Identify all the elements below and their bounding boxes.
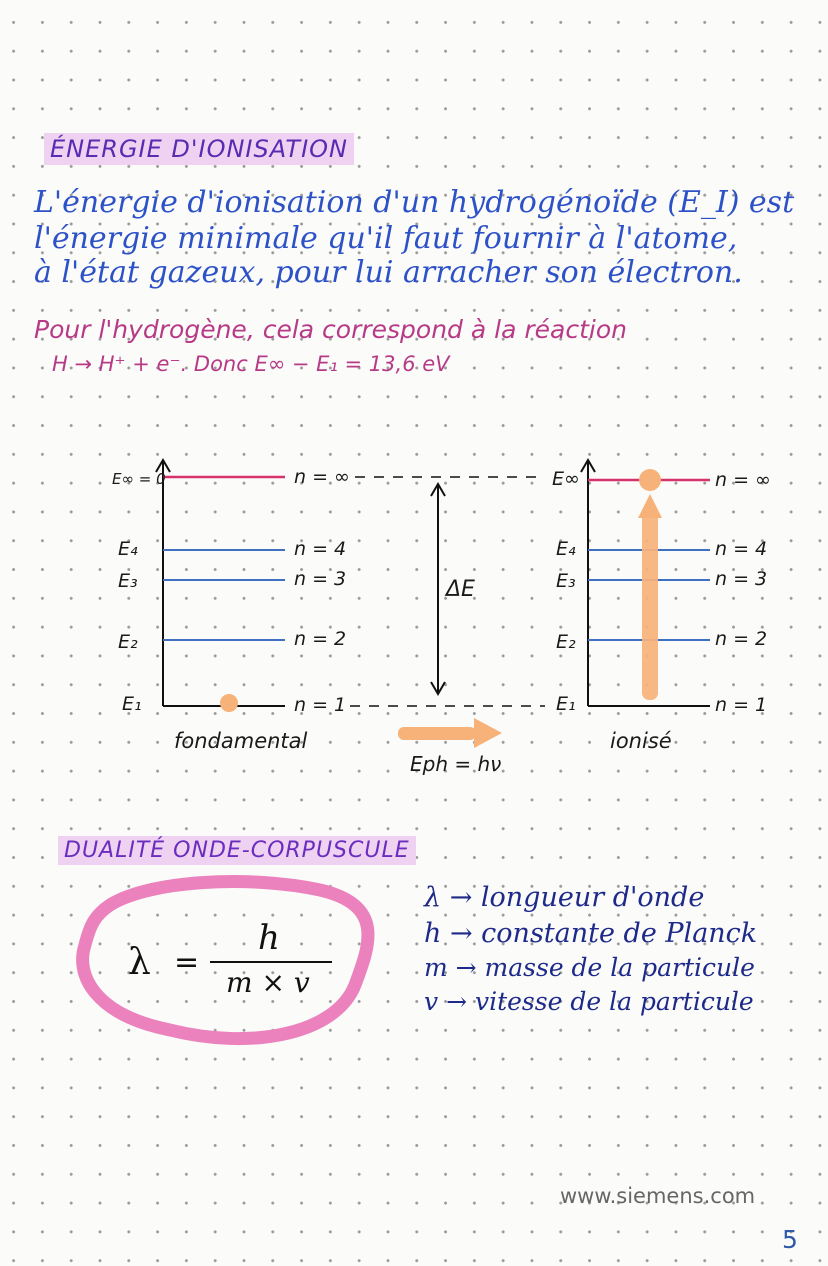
formula-denominator: m × v — [226, 966, 310, 999]
footer-url: www.siemens.com — [560, 1184, 756, 1208]
legend-m: m → masse de la particule — [424, 953, 755, 982]
definition-line-1: L'énergie d'ionisation d'un hydrogénoïde (E_I) est — [34, 185, 795, 220]
left-n-4: n = 4 — [294, 538, 347, 560]
hydrogen-line-1: Pour l'hydrogène, cela correspond à la réaction — [34, 315, 627, 344]
section-title-ionisation: ÉNERGIE D'IONISATION — [44, 133, 354, 165]
left-label-e4: E₄ — [118, 538, 138, 560]
right-n-3: n = 3 — [715, 568, 768, 590]
right-n-inf: n = ∞ — [715, 469, 771, 491]
legend-lambda: λ → longueur d'onde — [424, 882, 705, 913]
electron-excitation-path — [642, 510, 658, 700]
formula-highlight-blob — [83, 882, 368, 1039]
delta-e-label: ΔE — [446, 577, 475, 602]
right-label-e2: E₂ — [556, 631, 576, 653]
section-title-dualite: DUALITÉ ONDE-CORPUSCULE — [58, 836, 416, 865]
formula-lambda: λ — [128, 942, 151, 983]
legend-h: h → constante de Planck — [424, 918, 758, 949]
photon-arrow-shaft — [398, 727, 476, 740]
formula-numerator-h: h — [258, 918, 280, 958]
photon-arrow-head — [474, 718, 502, 748]
legend-v: v → vitesse de la particule — [424, 987, 754, 1016]
left-n-2: n = 2 — [294, 628, 347, 650]
right-label-einf: E∞ — [552, 468, 580, 490]
left-n-inf: n = ∞ — [294, 466, 350, 488]
left-label-einf: E∞ = 0 — [112, 470, 166, 488]
electron-ionised — [639, 469, 661, 491]
left-label-e2: E₂ — [118, 631, 138, 653]
left-label-e3: E₃ — [118, 570, 138, 592]
hydrogen-reaction-line: H → H⁺ + e⁻. Donc E∞ − E₁ = 13,6 eV — [52, 352, 450, 376]
photon-energy-label: Eph = hν — [410, 752, 502, 776]
definition-line-2: l'énergie minimale qu'il faut fournir à l'atome, — [34, 221, 738, 256]
right-caption-ionise: ionisé — [610, 729, 672, 753]
right-label-e1: E₁ — [556, 693, 576, 715]
electron-excitation-arrowhead — [638, 494, 662, 518]
left-caption-fondamental: fondamental — [174, 729, 308, 753]
right-n-2: n = 2 — [715, 628, 768, 650]
left-n-1: n = 1 — [294, 694, 347, 716]
left-label-e1: E₁ — [122, 693, 142, 715]
formula-equals: = — [174, 945, 200, 980]
right-label-e3: E₃ — [556, 570, 576, 592]
electron-ground-state — [220, 694, 238, 712]
page-number: 5 — [782, 1225, 798, 1254]
right-label-e4: E₄ — [556, 538, 576, 560]
definition-line-3: à l'état gazeux, pour lui arracher son électron. — [34, 255, 743, 290]
right-n-4: n = 4 — [715, 538, 768, 560]
right-n-1: n = 1 — [715, 694, 768, 716]
left-n-3: n = 3 — [294, 568, 347, 590]
